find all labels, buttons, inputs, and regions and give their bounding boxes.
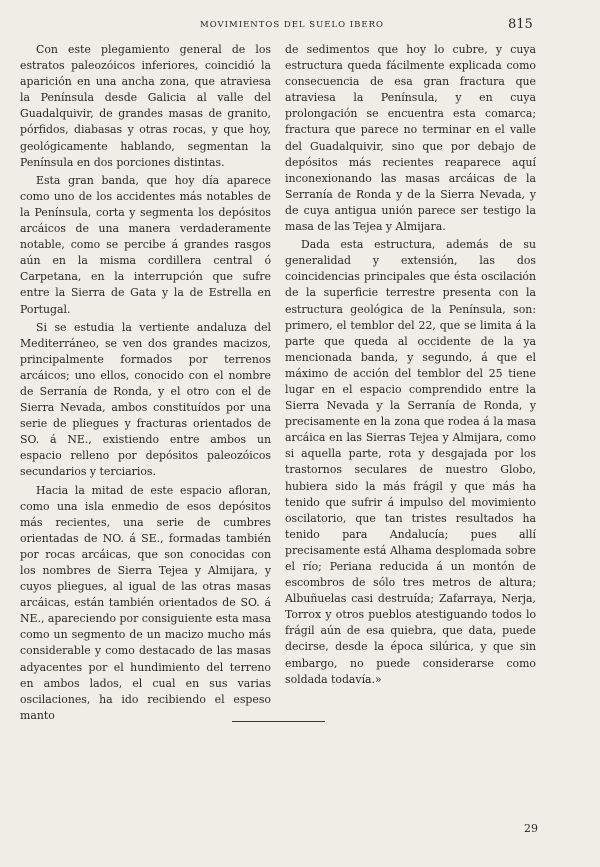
paragraph: de sedimentos que hoy lo cubre, y cuya estructura queda fácilmente explicada como consecuencia de esa gran fractura que atraviesa la Península, y en cuya prolongación se encuentra esta comarca; fractura que parece no terminar en el valle del Guadalquivir, sino que por debajo de depósitos más recientes reaparece aquí inconexionando las masas arcáicas de la Serranía de Ronda y de la Sierra Nevada, y de cuya antigua unión parece ser testigo la masa de las Tejea y Almijara.	[285, 43, 536, 234]
paragraph: Dada esta estructura, además de su generalidad y extensión, las dos coincidencias principales que ésta oscilación de la superficie terrestre presenta con la estructura geológica de la Península, son: primero, el temblor del 22, que se limita á la parte que queda al occidente de la ya mencionada banda, y segundo, á que el máximo de acción del temblor del 25 tiene lugar en el espacio comprendido entre la Sierra Nevada y la Serranía de Ronda, y precisamente en la zona que rodea á la masa arcáica en las Sierras Tejea y Almijara, como si aquella parte, rota y desgajada por los trastornos seculares de nuestro Globo, hubiera sido la más frágil y que más ha tenido que sufrir á impulso del movimiento oscilatorio, que tan tristes resultados ha tenido para Andalucía; pues allí precisamente está Alhama desplomada sobre el río; Periana reducida á un montón de escombros de sólo tres metros de altura; Albuñuelas casi destruída; Zafarraya, Nerja, Torrox y otros pueblos atestiguando todos lo frágil aún de esa quiebra, que data, puede decirse, desde la época silúrica, y que sin embargo, no puede considerarse como soldada todavía.»	[285, 238, 536, 686]
paragraph: Con este plegamiento general de los estratos paleozóicos inferiores, coincidió la aparición en una ancha zona, que atraviesa la Península desde Galicia al valle del Guadalquivir, de grandes masas de granito, pórfidos, diabasas y otras rocas, y que hoy, geológicamente hablando, segmentan la Península en dos porciones distintas.	[20, 43, 271, 169]
section-divider	[232, 721, 325, 722]
page-number: 815	[508, 17, 533, 32]
right-column	[285, 42, 536, 688]
running-head: MOVIMIENTOS DEL SUELO IBERO	[200, 20, 384, 30]
printer-signature: 29	[524, 822, 538, 835]
paragraph: Esta gran banda, que hoy día aparece como uno de los accidentes más notables de la Península, corta y segmenta los depósitos arcáicos de una manera verdaderamente notable, como se percibe á grandes rasgos aún en la misma cordillera central ó Carpetana, en la interrupción que sufre entre la Sierra de Gata y la de Estrella en Portugal.	[20, 173, 271, 316]
paragraph: Hacia la mitad de este espacio afloran, como una isla enmedio de esos depósitos más recientes, una serie de cumbres orientadas de NO. á SE., formadas también por rocas arcáicas, que son conocidas con los nombres de Sierra Tejea y Almijara, y cuyos pliegues, al igual de las otras masas arcáicas, están también orientados de SO. á NE., apareciendo por consiguiente esta masa como un segmento de un macizo mucho más considerable y como destacado de las masas adyacentes por el hundimiento del terreno en ambos lados, el cual en sus varias oscilaciones, ha ido recibiendo el espeso manto	[20, 483, 271, 722]
paragraph: Si se estudia la vertiente andaluza del Mediterráneo, se ven dos grandes macizos, principalmente formados por terrenos arcáicos; uno ellos, conocido con el nombre de Serranía de Ronda, y el otro con el de Sierra Nevada, ambos constituídos por una serie de pliegues y fracturas orientados de SO. á NE., existiendo entre ambos un espacio relleno por depósitos paleozóicos secundarios y terciarios.	[20, 320, 271, 479]
left-column	[20, 42, 271, 724]
